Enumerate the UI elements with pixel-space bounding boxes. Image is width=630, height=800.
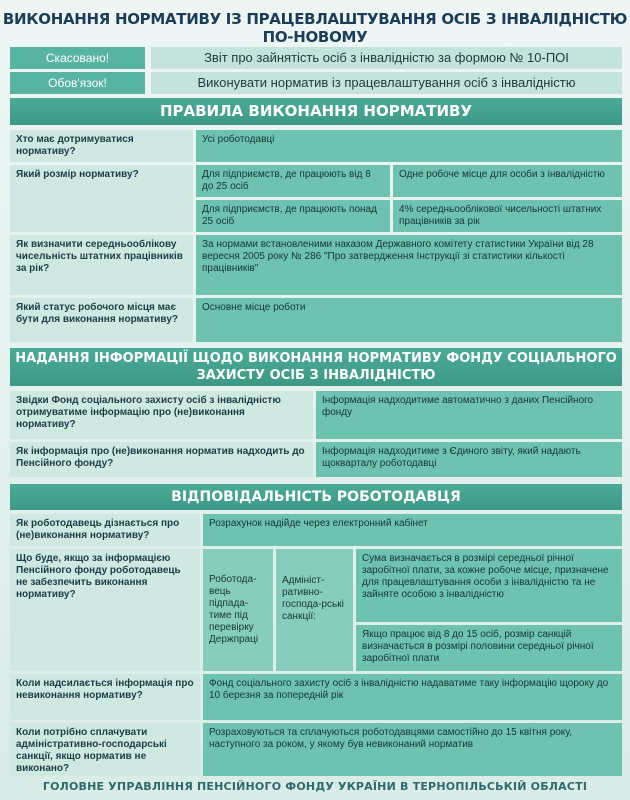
cancelled-tag: Скасовано! (10, 47, 145, 69)
rules-a1: Усі роботодавці (196, 130, 622, 162)
rules-q2: Який розмір нормативу? (10, 165, 193, 232)
rules-q3: Як визначити середньооблікову чисельність штатних працівників за рік? (10, 235, 193, 295)
section-liability-heading: ВІДПОВІДАЛЬНІСТЬ РОБОТОДАВЦЯ (10, 484, 622, 510)
liability-a1: Розрахунок надійде через електронний кабінет (203, 514, 622, 546)
obligation-tag: Обов'язок! (10, 72, 145, 94)
section-info-heading: НАДАННЯ ІНФОРМАЦІЇ ЩОДО ВИКОНАННЯ НОРМАТИВУ ФОНДУ СОЦІАЛЬНОГО ЗАХИСТУ ОСІБ З ІНВАЛІДНІСТЮ (10, 348, 622, 386)
obligation-text: Виконувати норматив із працевлаштування осіб з інвалідністю (151, 72, 622, 94)
liability-a2d: Якщо працює від 8 до 15 осіб, розмір санкцій визначається в розмірі половини середньої річної заробітної плати (356, 625, 622, 671)
section-rules (10, 130, 622, 342)
rules-a2c: Для підприємств, де працюють понад 25 осіб (196, 200, 390, 232)
page-title: ВИКОНАННЯ НОРМАТИВУ ІЗ ПРАЦЕВЛАШТУВАННЯ ОСІБ З ІНВАЛІДНІСТЮ ПО-НОВОМУ (2, 10, 628, 46)
rules-q4: Який статус робочого місця має бути для виконання нормативу? (10, 298, 193, 342)
cancelled-text: Звіт про зайнятість осіб з інвалідністю за формою № 10-ПОІ (151, 47, 622, 69)
info-a1: Інформація надходитиме автоматично з даних Пенсійного фонду (316, 391, 622, 439)
info-q1: Звідки Фонд соціального захисту осіб з інвалідністю отримуватиме інформацію про (не)виконання нормативу? (10, 391, 313, 439)
band-obligation (10, 72, 622, 94)
rules-a2d: 4% середньооблікової чисельності штатних працівників за рік (393, 200, 622, 232)
rules-q1: Хто має дотримуватися нормативу? (10, 130, 193, 162)
liability-q2: Що буде, якщо за інформацією Пенсійного фонду роботодавець не забезпечить виконання нормативу? (10, 549, 200, 671)
band-cancelled (10, 47, 622, 69)
rules-a3: За нормами встановленими наказом Державного комітету статистики України від 28 вересня 2005 року № 286 "Про затвердження Інструкції зі статистики кількості працівників" (196, 235, 622, 295)
liability-a2a: Роботода-вець підпада-тиме під перевірку Держпраці (203, 549, 273, 671)
liability-a2c: Сума визначається в розмірі середньої річної заробітної плати, за кожне робоче місце, призначене для працевлаштування особи з інвалідністю та не зайняте особою з інвалідністю (356, 549, 622, 622)
section-liability (10, 514, 622, 776)
section-info (10, 391, 622, 477)
liability-q4: Коли потрібно сплачувати адміністративно-господарські санкції, якщо норматив не виконано? (10, 723, 200, 776)
section-rules-heading: ПРАВИЛА ВИКОНАННЯ НОРМАТИВУ (10, 98, 622, 125)
footer-org: ГОЛОВНЕ УПРАВЛІННЯ ПЕНСІЙНОГО ФОНДУ УКРАЇНИ В ТЕРНОПІЛЬСЬКІЙ ОБЛАСТІ (42, 780, 588, 793)
liability-a3: Фонд соціального захисту осіб з інвалідністю надаватиме таку інформацію щороку до 10 березня за попередній рік (203, 674, 622, 720)
liability-q3: Коли надсилається інформація про невиконання нормативу? (10, 674, 200, 720)
rules-a2b: Одне робоче місце для особи з інвалідністю (393, 165, 622, 197)
liability-a4: Розраховуються та сплачуються роботодавцями самостійно до 15 квітня року, наступного за роком, у якому був невиконаний норматив (203, 723, 622, 776)
liability-a2b: Адмініст-ративно-господа-рські санкції: (276, 549, 353, 671)
info-q2: Як інформація про (не)виконання норматив надходить до Пенсійного фонду? (10, 442, 313, 477)
liability-q1: Як роботодавець дізнається про (не)виконання нормативу? (10, 514, 200, 546)
info-a2: Інформація надходитиме з Єдиного звіту, який надають щокварталу роботодавці (316, 442, 622, 477)
rules-a4: Основне місце роботи (196, 298, 622, 342)
rules-a2a: Для підприємств, де працюють від 8 до 25 осіб (196, 165, 390, 197)
